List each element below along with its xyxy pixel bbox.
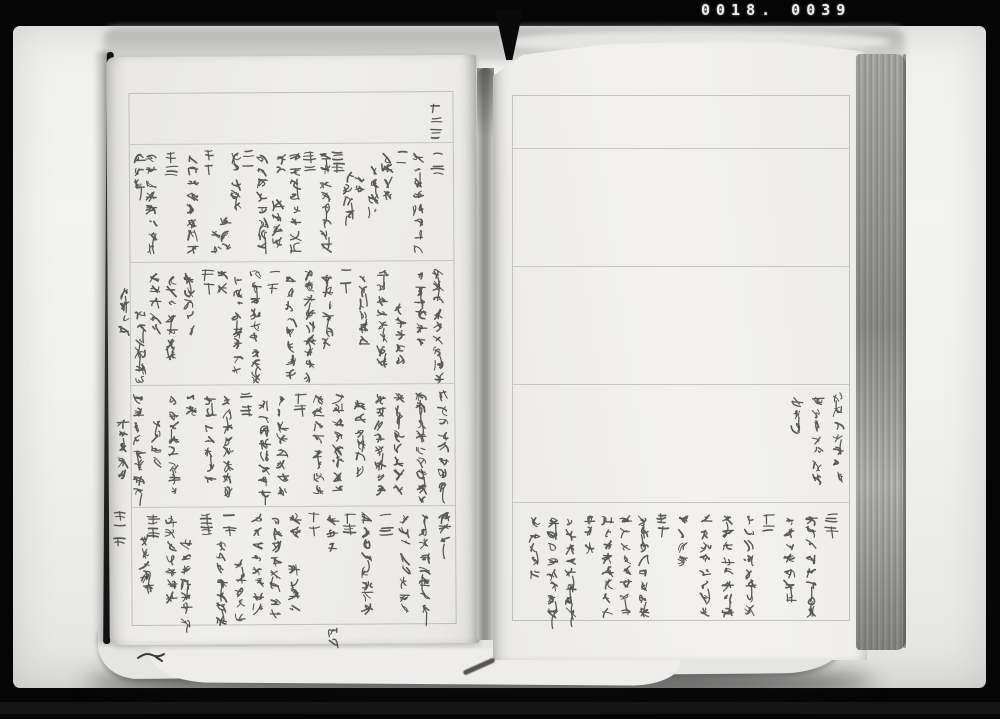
handwriting-column [131,149,149,205]
handwriting-column [227,148,245,220]
handwriting-column [246,265,265,389]
handwriting-column [285,560,303,630]
section-number-column [110,507,128,559]
section-number-column [200,146,218,180]
handwriting-column [358,509,377,623]
rule-line [513,266,849,267]
section-number-column [822,509,840,545]
handwriting-column [324,622,342,654]
handwriting-column [231,556,249,632]
handwriting-column [162,511,181,613]
handwriting-column [635,511,653,631]
center-gutter [477,68,494,640]
handwriting-column [581,511,599,567]
handwriting-column [207,226,225,270]
handwriting-column [788,393,806,441]
handwriting-column [183,389,201,425]
handwriting-column [148,414,166,484]
handwriting-column [273,150,291,192]
handwriting-column [181,269,200,351]
rule-line [513,148,849,149]
handwriting-column [163,269,182,377]
section-number-column [377,507,395,539]
handwriting-column [436,507,454,559]
handwriting-column [396,509,415,625]
handwriting-column [354,268,373,354]
section-number-column [304,508,322,540]
handwriting-column [165,392,184,502]
handwriting-column [184,149,203,259]
handwriting-column [324,512,342,568]
section-number-column [759,509,777,543]
section-number-column [198,265,216,299]
handwriting-column [411,267,430,363]
handwriting-column [130,392,149,506]
section-number-column [428,146,446,182]
handwriting-column [416,509,435,627]
handwriting-column [132,306,151,390]
handwriting-column [139,567,157,603]
handwriting-column [429,264,448,388]
handwriting-column [526,513,544,593]
section-number-column [264,265,282,299]
handwriting-column [373,264,392,386]
handwriting-column [371,390,390,500]
handwriting-column [410,148,429,264]
handwriting-column [219,391,238,503]
handwriting-column [249,510,268,630]
section-number-column [336,265,354,301]
handwriting-column [830,389,848,495]
rule-line [513,384,849,385]
film-counter: 0018. 0039 [701,1,852,19]
stain-mark [136,648,170,668]
handwriting-column [329,388,348,510]
handwriting-column [317,148,336,266]
handwriting-column [268,512,286,570]
fore-edge-cover-line [903,54,906,648]
section-number-column [340,508,358,542]
handwriting-column [803,511,821,621]
handwriting-column [741,511,759,623]
handwriting-column [283,272,302,390]
handwriting-column [201,391,220,497]
handwriting-column [809,391,827,489]
handwriting-column [266,566,284,630]
handwriting-column [599,511,617,631]
handwriting-column [434,387,453,509]
handwriting-column [287,510,305,554]
handwriting-column [719,511,737,627]
handwriting-column [319,270,338,360]
section-number-column [291,388,309,422]
handwriting-column [300,265,319,389]
rule-line [513,502,849,503]
handwriting-column [675,511,693,573]
right-page [493,40,867,660]
handwriting-column [273,391,292,507]
section-number-column [162,148,180,180]
rule-line [130,260,453,263]
handwriting-column [212,534,231,634]
section-number-column [653,509,671,543]
left-page [106,55,480,645]
fore-edge-page-stack [856,54,906,650]
handwriting-column [697,511,715,631]
handwriting-column [392,299,410,375]
section-number-column [197,508,215,542]
handwriting-column [617,511,635,633]
handwriting-column [390,387,409,507]
handwriting-column [114,414,132,492]
section-number-column [237,388,255,422]
handwriting-column [116,283,134,343]
handwriting-column [309,391,328,507]
handwriting-column [351,397,370,493]
section-number-column [426,99,444,151]
handwriting-column [562,513,580,627]
handwriting-column [544,513,562,629]
handwriting-column [412,387,431,511]
handwriting-column [781,511,799,611]
handwriting-column [255,395,274,505]
film-bottom-strip [0,702,1000,714]
